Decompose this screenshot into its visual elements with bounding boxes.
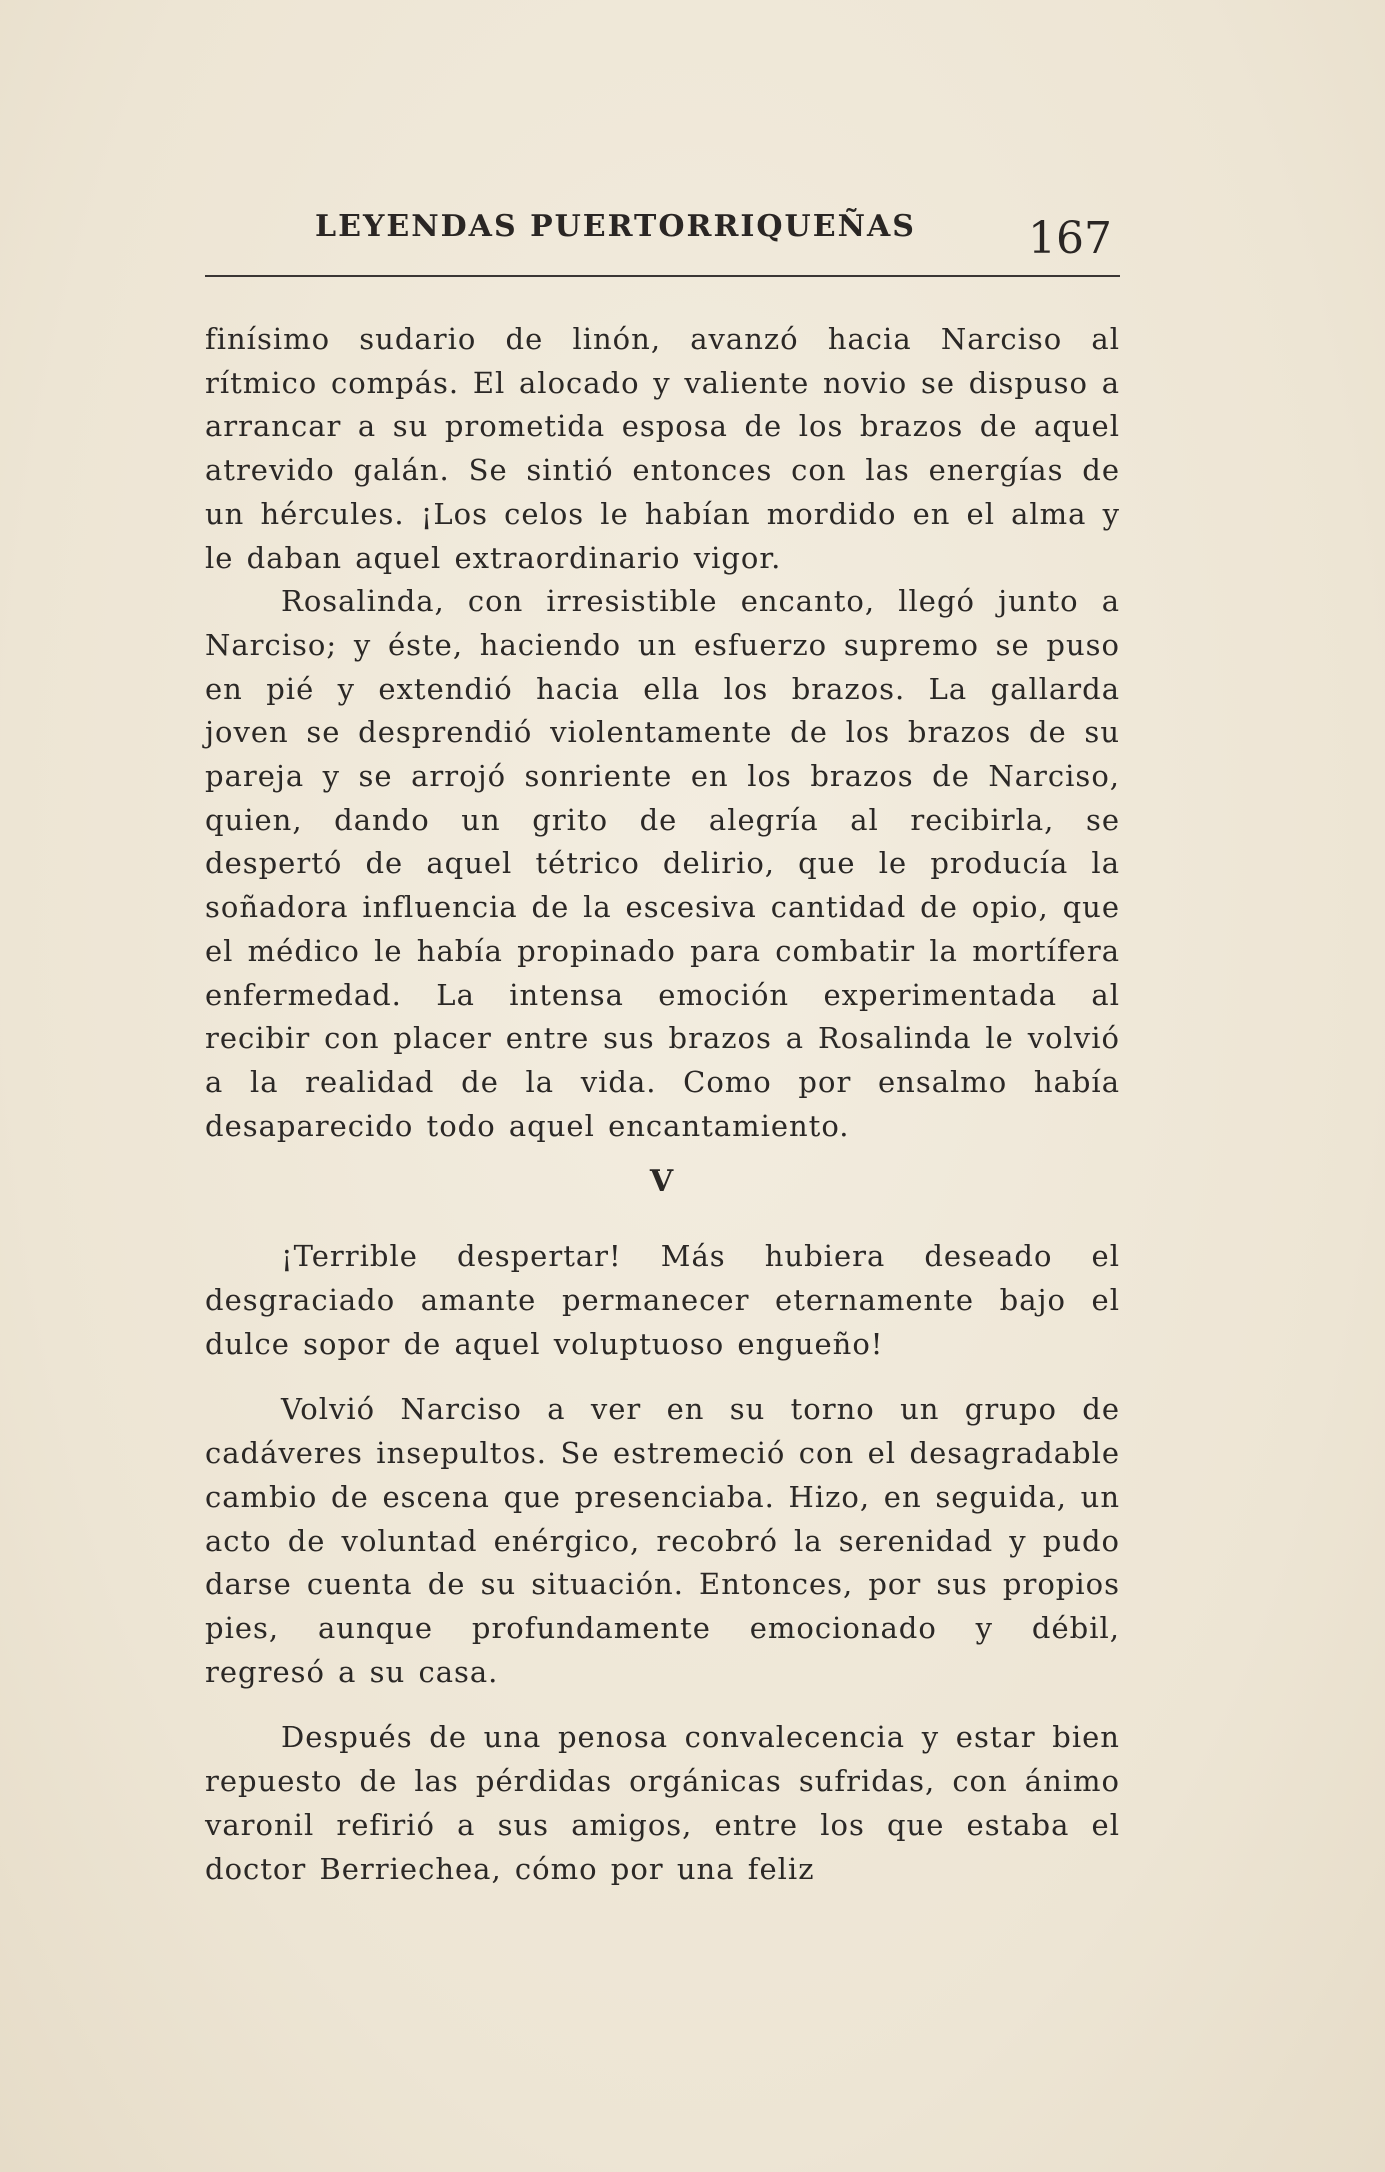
paragraph-gap bbox=[205, 1366, 1120, 1388]
page-number: 167 bbox=[1028, 213, 1112, 264]
paragraph-gap bbox=[205, 1694, 1120, 1716]
paragraph-3: ¡Terrible despertar! Más hubiera deseado el desgraciado amante permanecer eternamente bajo el dulce sopor de aquel voluptuoso engueño! bbox=[205, 1239, 1120, 1361]
running-title: LEYENDAS PUERTORRIQUEÑAS bbox=[315, 209, 916, 244]
paragraph-2: Rosalinda, con irresistible encanto, llegó junto a Narciso; y éste, haciendo un esfuerzo supremo se puso en pié y extendió hacia ella los brazos. La gallarda joven se desprendió violentamente de los brazos de su pareja y se arrojó sonriente en los brazos de Narciso, quien, dando un grito de alegría al recibirla, se despertó de aquel tétrico delirio, que le producía la soñadora influencia de la escesiva cantidad de opio, que el médico le había propinado para combatir la mortífera enfermedad. La intensa emoción experimentada al recibir con placer entre sus brazos a Rosalinda le volvió a la realidad de la vida. Como por ensalmo había desaparecido todo aquel encantamiento. bbox=[205, 584, 1120, 1143]
body-text bbox=[205, 318, 1120, 1891]
paragraph-5: Después de una penosa convalecencia y estar bien repuesto de las pérdidas orgánicas sufridas, con ánimo varonil refirió a sus amigos, entre los que estaba el doctor Berriechea, cómo por una feliz bbox=[205, 1720, 1120, 1886]
paragraph-1: finísimo sudario de linón, avanzó hacia Narciso al rítmico compás. El alocado y valiente novio se dispuso a arrancar a su prometida esposa de los brazos de aquel atrevido galán. Se sintió entonces con las energías de un hércules. ¡Los celos le habían mordido en el alma y le daban aquel extraordinario vigor. bbox=[205, 322, 1120, 575]
page-header bbox=[205, 195, 1120, 277]
paragraph-4: Volvió Narciso a ver en su torno un grupo de cadáveres insepultos. Se estremeció con el desagradable cambio de escena que presenciaba. Hizo, en seguida, un acto de voluntad enérgico, recobró la serenidad y pudo darse cuenta de su situación. Entonces, por sus propios pies, aunque profundamente emocionado y débil, regresó a su casa. bbox=[205, 1392, 1120, 1689]
section-heading: V bbox=[649, 1164, 676, 1200]
